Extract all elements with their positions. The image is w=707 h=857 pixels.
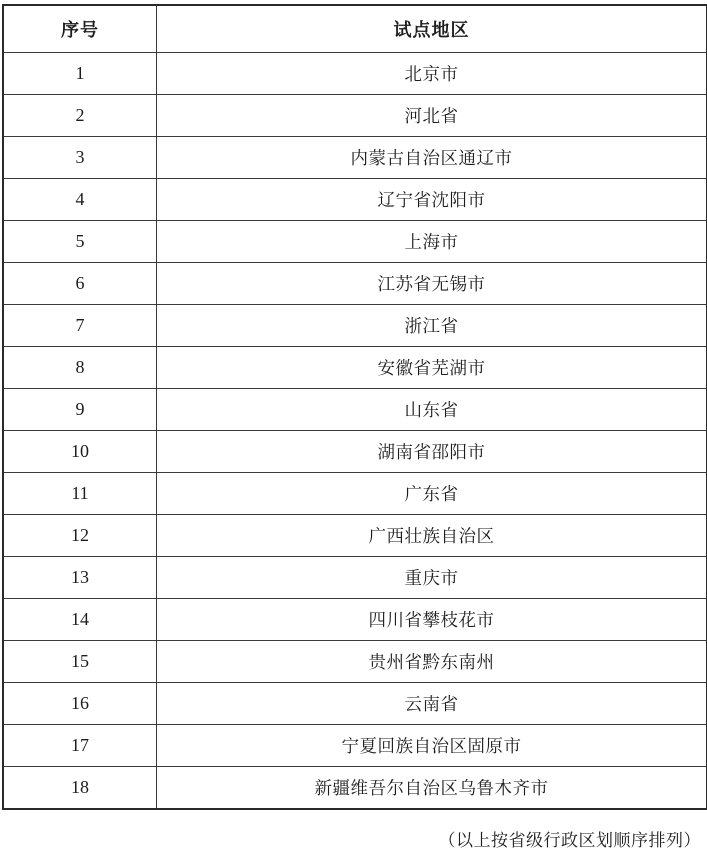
table-row: [3, 599, 707, 641]
region-name-cell: 重庆市: [157, 557, 707, 599]
table-row: [3, 347, 707, 389]
header-serial-number: 序号: [3, 5, 157, 53]
region-name-cell: 河北省: [157, 95, 707, 137]
table-row: [3, 557, 707, 599]
region-name-cell: 辽宁省沈阳市: [157, 179, 707, 221]
region-name-cell: 广西壮族自治区: [157, 515, 707, 557]
region-name-cell: 新疆维吾尔自治区乌鲁木齐市: [157, 767, 707, 810]
table-body: [3, 53, 707, 810]
serial-number-cell: 7: [3, 305, 157, 347]
region-name-cell: 贵州省黔东南州: [157, 641, 707, 683]
region-name-cell: 上海市: [157, 221, 707, 263]
serial-number-cell: 15: [3, 641, 157, 683]
table-row: [3, 305, 707, 347]
serial-number-cell: 5: [3, 221, 157, 263]
serial-number-cell: 12: [3, 515, 157, 557]
region-name-cell: 江苏省无锡市: [157, 263, 707, 305]
table-row: [3, 683, 707, 725]
serial-number-cell: 1: [3, 53, 157, 95]
table-row: [3, 53, 707, 95]
region-name-cell: 宁夏回族自治区固原市: [157, 725, 707, 767]
serial-number-cell: 3: [3, 137, 157, 179]
region-name-cell: 内蒙古自治区通辽市: [157, 137, 707, 179]
table-row: [3, 263, 707, 305]
serial-number-cell: 6: [3, 263, 157, 305]
table-row: [3, 95, 707, 137]
serial-number-cell: 14: [3, 599, 157, 641]
pilot-regions-table: [2, 4, 707, 810]
table-row: [3, 179, 707, 221]
table-row: [3, 515, 707, 557]
table-row: [3, 641, 707, 683]
serial-number-cell: 13: [3, 557, 157, 599]
table-row: [3, 431, 707, 473]
serial-number-cell: 2: [3, 95, 157, 137]
serial-number-cell: 8: [3, 347, 157, 389]
serial-number-cell: 17: [3, 725, 157, 767]
region-name-cell: 安徽省芜湖市: [157, 347, 707, 389]
region-name-cell: 云南省: [157, 683, 707, 725]
region-name-cell: 浙江省: [157, 305, 707, 347]
region-name-cell: 四川省攀枝花市: [157, 599, 707, 641]
table-row: [3, 221, 707, 263]
region-name-cell: 北京市: [157, 53, 707, 95]
region-name-cell: 广东省: [157, 473, 707, 515]
header-pilot-region: 试点地区: [157, 5, 707, 53]
table-row: [3, 767, 707, 810]
table-header: [3, 5, 707, 53]
region-name-cell: 山东省: [157, 389, 707, 431]
serial-number-cell: 11: [3, 473, 157, 515]
header-row: [3, 5, 707, 53]
serial-number-cell: 4: [3, 179, 157, 221]
footer-note: （以上按省级行政区划顺序排列）: [438, 831, 701, 850]
region-name-cell: 湖南省邵阳市: [157, 431, 707, 473]
serial-number-cell: 9: [3, 389, 157, 431]
table-row: [3, 725, 707, 767]
serial-number-cell: 18: [3, 767, 157, 810]
table-row: [3, 473, 707, 515]
serial-number-cell: 16: [3, 683, 157, 725]
table-row: [3, 389, 707, 431]
serial-number-cell: 10: [3, 431, 157, 473]
table-row: [3, 137, 707, 179]
